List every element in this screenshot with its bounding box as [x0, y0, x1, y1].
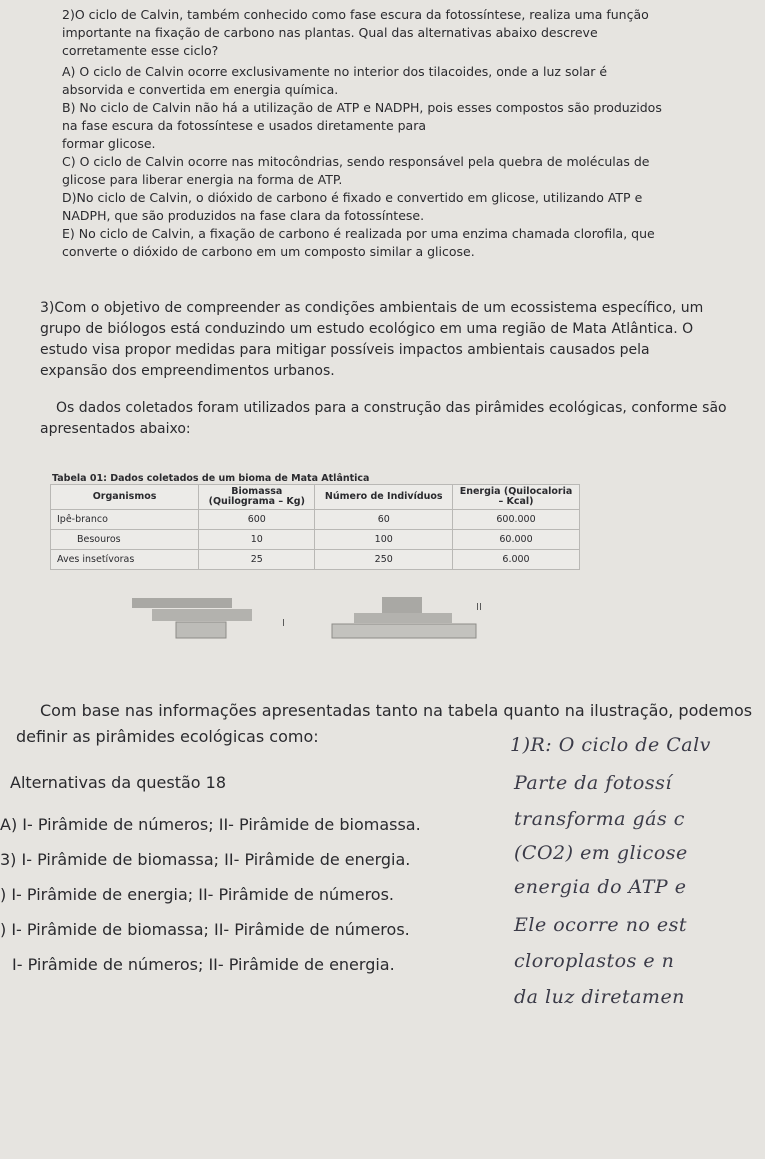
table-caption: Tabela 01: Dados coletados de um bioma de Mata Atlântica — [52, 473, 370, 484]
pyramid-1-bottom-bar — [176, 622, 226, 638]
handwritten-line: (CO2) em glicose — [514, 842, 688, 864]
table-cell: 25 — [199, 550, 315, 570]
pyramid-2-top-bar — [382, 597, 422, 613]
table-row — [51, 550, 580, 570]
handwritten-line: da luz diretamen — [514, 986, 685, 1008]
question-3 — [40, 298, 762, 440]
table-cell: 60 — [315, 510, 453, 530]
table-cell: Aves insetívoras — [51, 550, 199, 570]
table-cell: 100 — [315, 530, 453, 550]
option-line: NADPH, que são produzidos na fase clara da fotossíntese. — [62, 208, 425, 223]
option-line: B) No ciclo de Calvin não há a utilização de ATP e NADPH, pois esses compostos são produzidos — [62, 100, 662, 115]
pyramid-2-label: II — [476, 602, 482, 613]
q18-alternative: 3) I- Pirâmide de biomassa; II- Pirâmide de energia. — [0, 850, 411, 869]
q3-line: apresentados abaixo: — [40, 421, 191, 437]
q18-prompt-line: definir as pirâmides ecológicas como: — [16, 727, 319, 746]
pyramid-1-label: I — [282, 618, 285, 629]
option-line: glicose para liberar energia na forma de ATP. — [62, 172, 343, 187]
q2-option-b — [62, 99, 752, 152]
q18-alternative: ) I- Pirâmide de biomassa; II- Pirâmide de números. — [0, 920, 410, 939]
option-line: C) O ciclo de Calvin ocorre nas mitocôndrias, sendo responsável pela quebra de moléculas de — [62, 154, 650, 169]
pyramid-1-top-bar — [132, 598, 232, 608]
handwritten-line: Ele ocorre no est — [514, 914, 688, 936]
option-line: D)No ciclo de Calvin, o dióxido de carbono é fixado e convertido em glicose, utilizando ATP e — [62, 190, 643, 205]
pyramid-1-middle-bar — [152, 609, 252, 621]
column-header: Número de Indivíduos — [315, 485, 453, 510]
table-cell: Ipê-branco — [51, 510, 199, 530]
handwritten-line: energia do ATP e — [514, 876, 687, 898]
q2-option-a — [62, 63, 752, 98]
table-cell: 60.000 — [453, 530, 580, 550]
q18-alternative: ) I- Pirâmide de energia; II- Pirâmide de números. — [0, 885, 395, 904]
biome-data-table — [50, 484, 580, 570]
q3-line: Os dados coletados foram utilizados para a construção das pirâmides ecológicas, conforme são — [56, 400, 727, 416]
pyramid-2-bottom-bar — [332, 624, 476, 638]
option-line: converte o dióxido de carbono em um composto similar a glicose. — [62, 244, 475, 259]
option-line: formar glicose. — [62, 136, 156, 151]
table-row — [51, 530, 580, 550]
option-line: E) No ciclo de Calvin, a fixação de carbono é realizada por uma enzima chamada clorofila, que — [62, 226, 655, 241]
q2-stem-line: 2)O ciclo de Calvin, também conhecido como fase escura da fotossíntese, realiza uma função — [62, 7, 649, 22]
q18-prompt-line: Com base nas informações apresentadas tanto na tabela quanto na ilustração, podemos — [40, 701, 753, 720]
q2-option-c — [62, 153, 752, 188]
table-row — [51, 510, 580, 530]
question-2 — [62, 6, 752, 261]
q2-option-d — [62, 189, 752, 224]
q3-line: estudo visa propor medidas para mitigar possíveis impactos ambientais causados pela — [40, 342, 650, 358]
q2-stem-line: importante na fixação de carbono nas plantas. Qual das alternativas abaixo descreve — [62, 25, 598, 40]
table-cell: 600.000 — [453, 510, 580, 530]
handwritten-line: 1)R: O ciclo de Calv — [510, 734, 711, 756]
table-cell: 600 — [199, 510, 315, 530]
handwritten-line: cloroplastos e n — [514, 950, 675, 972]
q2-option-e — [62, 225, 752, 260]
column-header: Biomassa (Quilograma – Kg) — [199, 485, 315, 510]
option-line: absorvida e convertida em energia química. — [62, 82, 339, 97]
table-cell: 10 — [199, 530, 315, 550]
table-cell: 6.000 — [453, 550, 580, 570]
handwritten-line: Parte da fotossí — [514, 772, 672, 794]
ecological-pyramids-figure — [120, 590, 600, 652]
q3-line: expansão dos empreendimentos urbanos. — [40, 363, 335, 379]
column-header: Energia (Quilocaloria – Kcal) — [453, 485, 580, 510]
q18-alternatives-title: Alternativas da questão 18 — [10, 773, 226, 792]
q3-line: grupo de biólogos está conduzindo um estudo ecológico em uma região de Mata Atlântica. O — [40, 321, 694, 337]
q18-alternative: A) I- Pirâmide de números; II- Pirâmide de biomassa. — [0, 815, 421, 834]
handwritten-line: transforma gás c — [514, 808, 685, 830]
column-header: Organismos — [51, 485, 199, 510]
option-line: A) O ciclo de Calvin ocorre exclusivamente no interior dos tilacoides, onde a luz solar é — [62, 64, 608, 79]
table-cell: Besouros — [51, 530, 199, 550]
table-header-row — [51, 485, 580, 510]
pyramid-2-middle-bar — [354, 613, 452, 623]
option-line: na fase escura da fotossíntese e usados diretamente para — [62, 118, 427, 133]
q2-stem-line: corretamente esse ciclo? — [62, 43, 219, 58]
q3-line: 3)Com o objetivo de compreender as condições ambientais de um ecossistema específico, um — [40, 300, 704, 316]
table-cell: 250 — [315, 550, 453, 570]
q18-alternative: I- Pirâmide de números; II- Pirâmide de energia. — [12, 955, 395, 974]
